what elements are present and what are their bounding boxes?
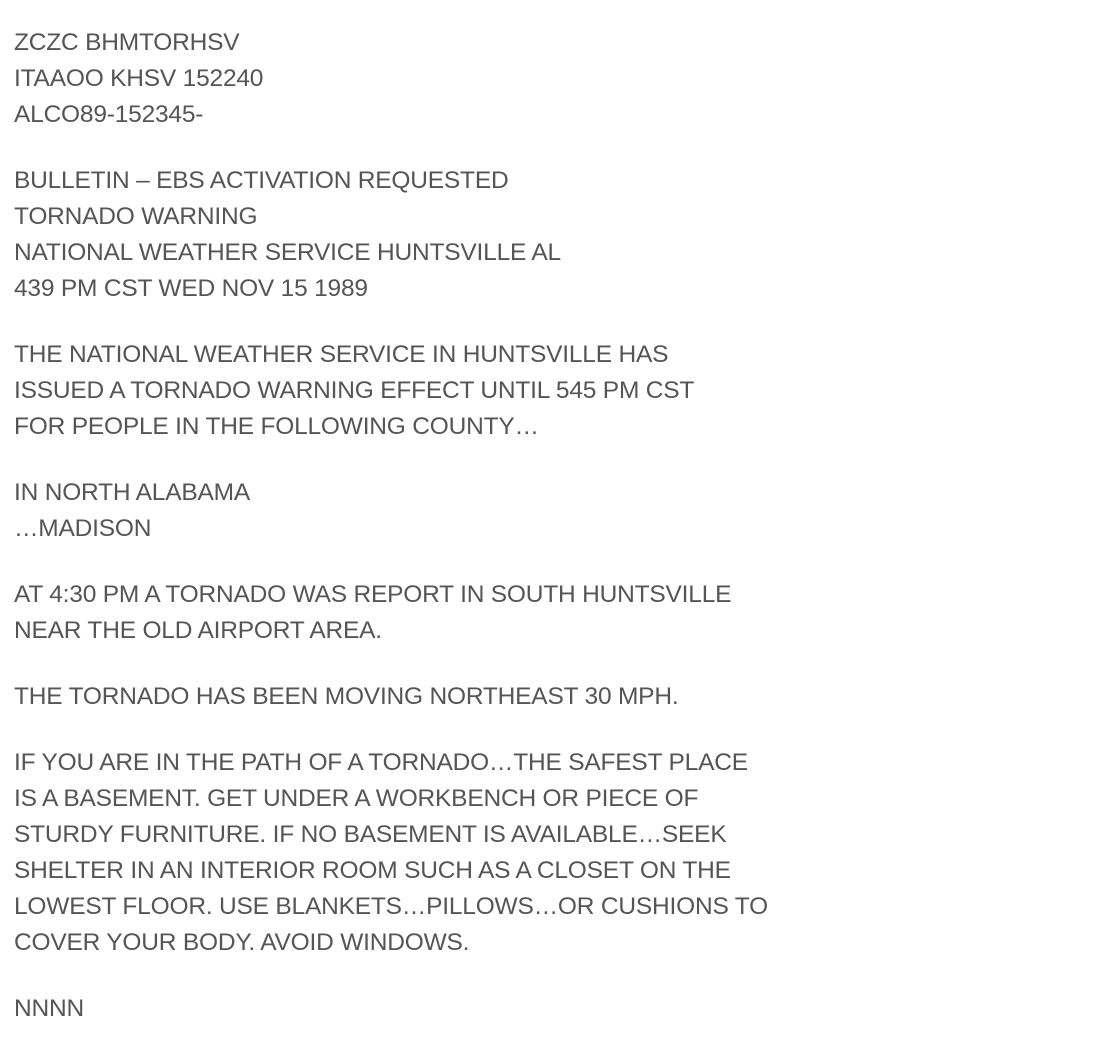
bulletin-timestamp: 439 PM CST WED NOV 15 1989: [14, 275, 368, 302]
bulletin-title: TORNADO WARNING: [14, 203, 258, 230]
warning-line: ISSUED A TORNADO WARNING EFFECT UNTIL 545 PM CST: [14, 377, 695, 404]
report-line: AT 4:30 PM A TORNADO WAS REPORT IN SOUTH HUNTSVILLE: [14, 581, 732, 608]
header-line: ZCZC BHMTORHSV: [14, 29, 240, 56]
report-line: NEAR THE OLD AIRPORT AREA.: [14, 617, 382, 644]
header-block: [14, 25, 1104, 133]
safety-line: IS A BASEMENT. GET UNDER A WORKBENCH OR PIECE OF: [14, 785, 699, 812]
bulletin-block: [14, 163, 1104, 307]
movement-line: THE TORNADO HAS BEEN MOVING NORTHEAST 30 MPH.: [14, 683, 679, 710]
area-paragraph: [14, 475, 1104, 547]
warning-paragraph: [14, 337, 1104, 445]
tornado-warning-bulletin: [14, 25, 1104, 1027]
bulletin-issuer: NATIONAL WEATHER SERVICE HUNTSVILLE AL: [14, 239, 561, 266]
footer-block: [14, 991, 1104, 1027]
header-line: ALCO89-152345-: [14, 101, 204, 128]
bulletin-line: BULLETIN – EBS ACTIVATION REQUESTED: [14, 167, 509, 194]
safety-line: COVER YOUR BODY. AVOID WINDOWS.: [14, 929, 470, 956]
safety-paragraph: [14, 745, 1104, 961]
safety-line: IF YOU ARE IN THE PATH OF A TORNADO…THE SAFEST PLACE: [14, 749, 748, 776]
safety-line: LOWEST FLOOR. USE BLANKETS…PILLOWS…OR CUSHIONS TO: [14, 893, 768, 920]
end-marker: NNNN: [14, 995, 84, 1022]
warning-line: FOR PEOPLE IN THE FOLLOWING COUNTY…: [14, 413, 539, 440]
safety-line: SHELTER IN AN INTERIOR ROOM SUCH AS A CLOSET ON THE: [14, 857, 731, 884]
header-line: ITAAOO KHSV 152240: [14, 65, 264, 92]
area-line: IN NORTH ALABAMA: [14, 479, 250, 506]
county-line: …MADISON: [14, 515, 152, 542]
safety-line: STURDY FURNITURE. IF NO BASEMENT IS AVAILABLE…SEEK: [14, 821, 727, 848]
warning-line: THE NATIONAL WEATHER SERVICE IN HUNTSVILLE HAS: [14, 341, 669, 368]
report-paragraph: [14, 577, 1104, 649]
movement-paragraph: [14, 679, 1104, 715]
